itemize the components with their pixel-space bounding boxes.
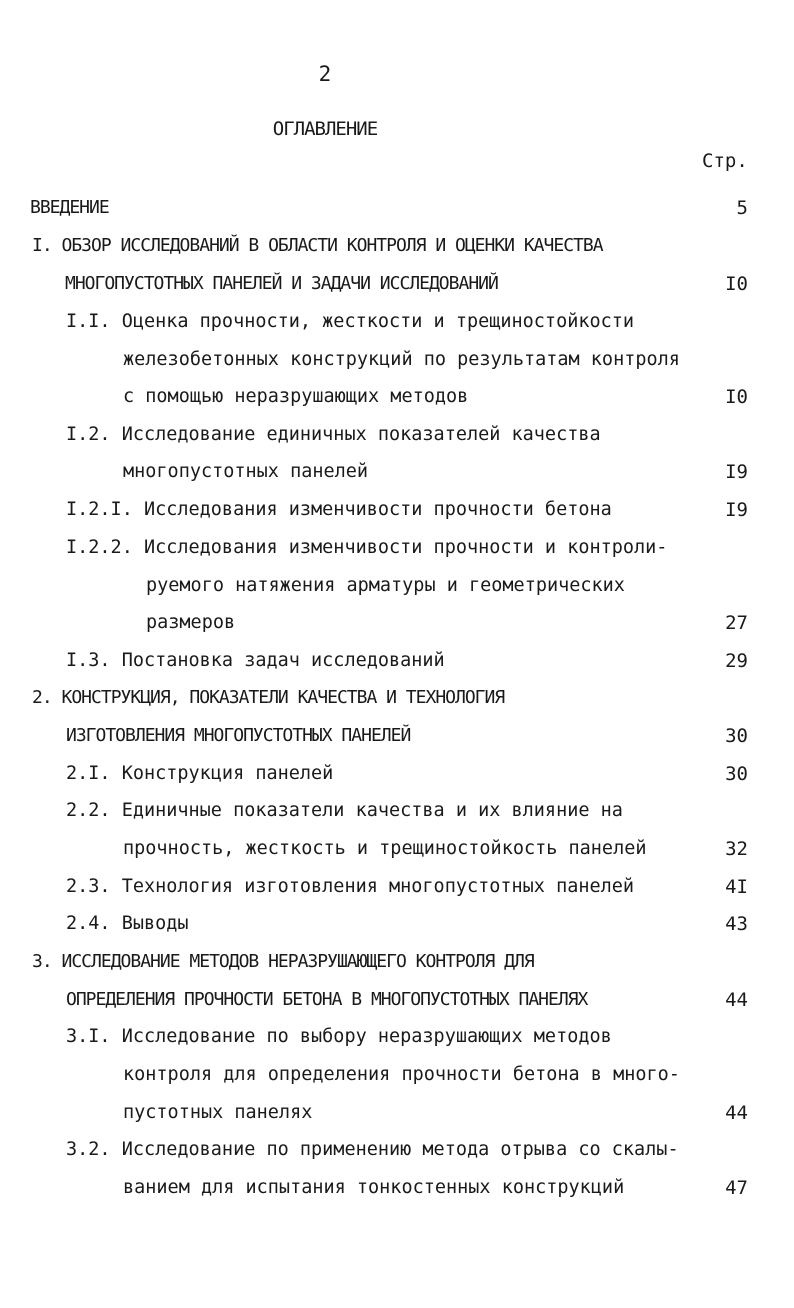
- toc-entry-ch1-cont: МНОГОПУСТОТНЫХ ПАНЕЛЕЙ И ЗАДАЧИ ИССЛЕДОВАНИЙ: [65, 273, 498, 294]
- toc-entry-2-3: 2.3. Технология изготовления многопустотных панелей: [66, 876, 635, 897]
- toc-page-1-2-1: I9: [725, 499, 748, 521]
- toc-entry-1-1: I.I. Оценка прочности, жесткости и трещиностойкости: [66, 311, 635, 332]
- toc-page-1-1: I0: [725, 386, 748, 408]
- toc-page-2-1: 30: [725, 763, 748, 785]
- page-column-header: Стр.: [702, 150, 748, 172]
- toc-page-ch3: 44: [725, 989, 748, 1011]
- toc-entry-ch2: 2. КОНСТРУКЦИЯ, ПОКАЗАТЕЛИ КАЧЕСТВА И ТЕХНОЛОГИЯ: [32, 687, 505, 708]
- toc-entry-2-2: 2.2. Единичные показатели качества и их влияние на: [66, 800, 623, 821]
- toc-entry-1-2-2-cont: размеров: [146, 612, 236, 633]
- toc-entry-1-3: I.3. Постановка задач исследований: [66, 650, 445, 671]
- toc-page-1-2-2: 27: [725, 612, 748, 634]
- toc-page-2-4: 43: [725, 913, 748, 935]
- toc-entry-1-2-2: I.2.2. Исследования изменчивости прочности и контроли-: [66, 537, 668, 558]
- toc-entry-1-2-2-cont: руемого натяжения арматуры и геометрических: [146, 575, 625, 596]
- toc-entry-2-2-cont: прочность, жесткость и трещиностойкость панелей: [123, 838, 647, 859]
- toc-entry-3-1-cont: пустотных панелях: [123, 1102, 313, 1123]
- toc-entry-2-4: 2.4. Выводы: [66, 913, 189, 934]
- toc-entry-ch3-cont: ОПРЕДЕЛЕНИЯ ПРОЧНОСТИ БЕТОНА В МНОГОПУСТОТНЫХ ПАНЕЛЯХ: [66, 989, 588, 1010]
- toc-page-intro: 5: [736, 197, 748, 219]
- toc-entry-2-1: 2.I. Конструкция панелей: [66, 763, 334, 784]
- page-title: ОГЛАВЛЕНИЕ: [272, 118, 378, 140]
- toc-page-2-3: 4I: [725, 876, 748, 898]
- toc-page-1-3: 29: [725, 650, 748, 672]
- toc-entry-1-2-cont: многопустотных панелей: [123, 461, 369, 482]
- toc-entry-1-2-1: I.2.I. Исследования изменчивости прочности бетона: [66, 499, 612, 520]
- toc-entry-3-2-cont: ванием для испытания тонкостенных конструкций: [123, 1177, 625, 1198]
- toc-entry-1-1-cont: с помощью неразрушающих методов: [123, 386, 469, 407]
- toc-entry-1-2: I.2. Исследование единичных показателей качества: [66, 424, 601, 445]
- toc-entry-ch3: 3. ИССЛЕДОВАНИЕ МЕТОДОВ НЕРАЗРУШАЮЩЕГО КОНТРОЛЯ ДЛЯ: [32, 951, 534, 972]
- toc-page-ch1: I0: [725, 273, 748, 295]
- toc-entry-3-2: 3.2. Исследование по применению метода отрыва со скалы-: [66, 1139, 679, 1160]
- toc-page-1-2: I9: [725, 461, 748, 483]
- toc-entry-ch2-cont: ИЗГОТОВЛЕНИЯ МНОГОПУСТОТНЫХ ПАНЕЛЕЙ: [66, 725, 411, 746]
- toc-entry-3-1-cont: контроля для определения прочности бетона в много-: [123, 1064, 680, 1085]
- toc-page-ch2: 30: [725, 725, 748, 747]
- toc-entry-1-1-cont: железобетонных конструкций по результатам контроля: [123, 349, 680, 370]
- page-number: 2: [318, 62, 332, 86]
- toc-page-3-2: 47: [725, 1177, 748, 1199]
- toc-entry-intro: ВВЕДЕНИЕ: [30, 197, 109, 218]
- toc-page-2-2: 32: [725, 838, 748, 860]
- toc-entry-ch1: I. ОБЗОР ИССЛЕДОВАНИЙ В ОБЛАСТИ КОНТРОЛЯ И ОЦЕНКИ КАЧЕСТВА: [32, 235, 603, 256]
- toc-page-3-1: 44: [725, 1102, 748, 1124]
- toc-entry-3-1: 3.I. Исследование по выбору неразрушающих методов: [66, 1026, 612, 1047]
